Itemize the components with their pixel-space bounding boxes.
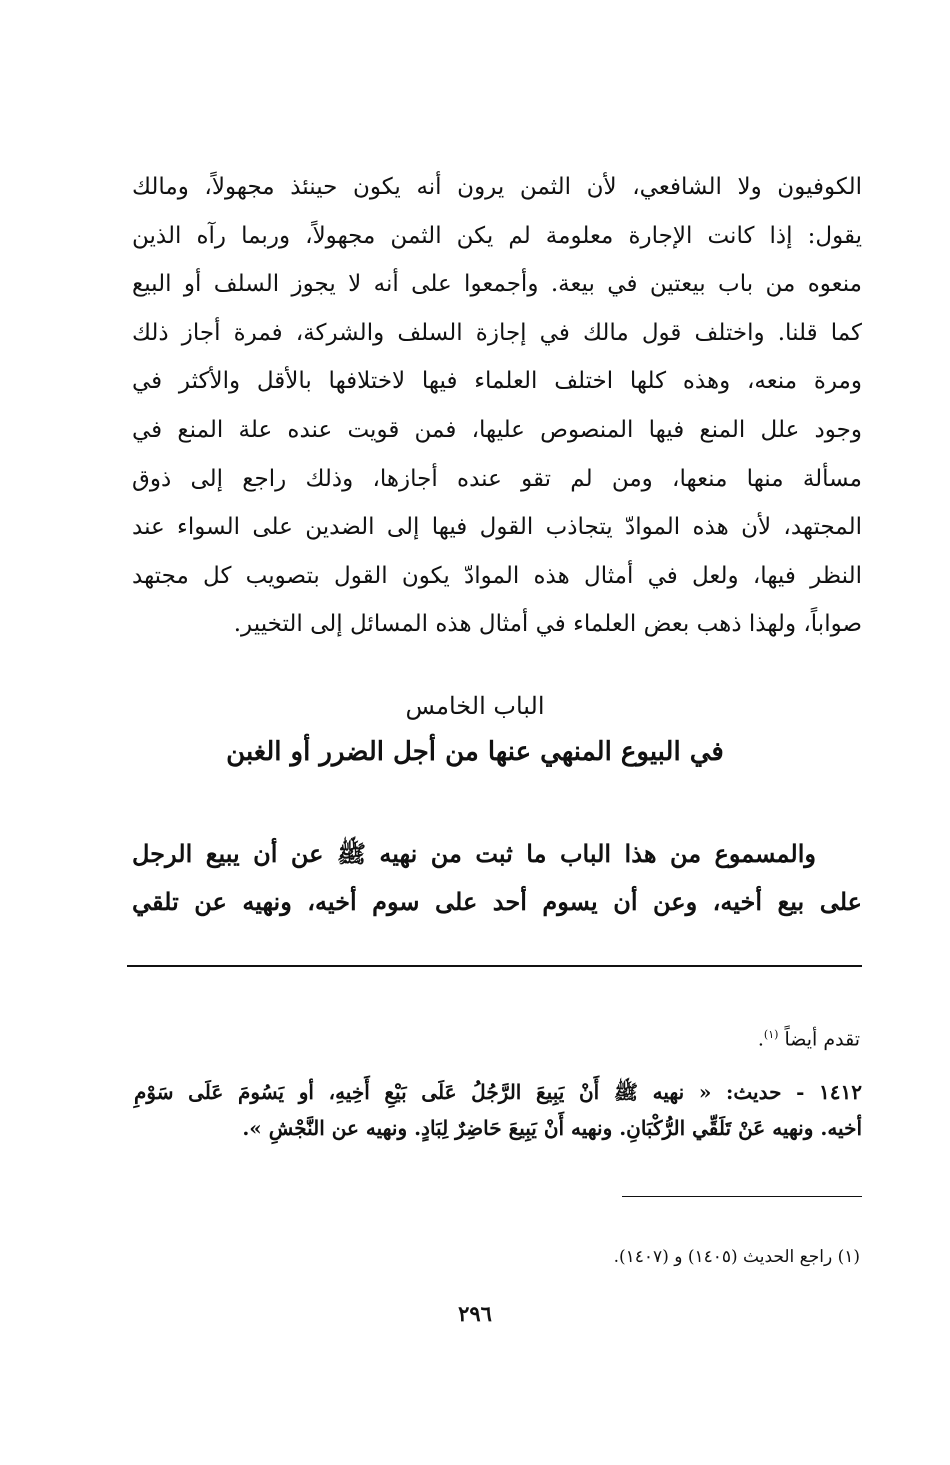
body-line: النظر فيها، ولعل في أمثال هذه الموادّ يكون القول بتصويب كل مجتهد (132, 562, 862, 589)
main-text-block (132, 163, 862, 649)
footnote-separator (127, 965, 862, 967)
body-line: كما قلنا. واختلف قول مالك في إجازة السلف والشركة، فمرة أجاز ذلك (132, 319, 862, 346)
hadith-note (134, 1074, 862, 1146)
intro-line: والمسموع من هذا الباب ما ثبت من نهيه ﷺ عن أن يبيع الرجل (132, 839, 816, 868)
previous-note-text: تقدم أيضاً (784, 1028, 860, 1051)
body-line: يقول: إذا كانت الإجارة معلومة لم يكن الثمن مجهولاً، وربما رآه الذين (132, 222, 862, 249)
footnote-reference: (١) (763, 1028, 779, 1041)
footnote: (١) راجع الحديث (١٤٠٥) و (١٤٠٧). (613, 1247, 860, 1267)
body-line: صواباً، ولهذا ذهب بعض العلماء في أمثال هذه المسائل إلى التخيير. (233, 611, 862, 638)
body-line: منعوه من باب بيعتين في بيعة. وأجمعوا على أنه لا يجوز السلف أو البيع (132, 271, 862, 298)
body-line: وجود علل المنع فيها المنصوص عليها، فمن قويت عنده علة المنع في (132, 416, 862, 443)
page-number: ٢٩٦ (458, 1301, 492, 1326)
body-line: مسألة منها منعها، ومن لم تقو عنده أجازها، وذلك راجع إلى ذوق (132, 465, 862, 492)
body-line: ومرة منعه، وهذه كلها اختلف العلماء فيها لاختلافها بالأقل والأكثر في (132, 368, 862, 395)
body-line: المجتهد، لأن هذه الموادّ يتجاذب القول فيها إلى الضدين على السواء عند (132, 514, 862, 541)
chapter-title: في البيوع المنهي عنها من أجل الضرر أو الغبن (226, 737, 724, 767)
chapter-intro (132, 830, 862, 926)
intro-line: على بيع أخيه، وعن أن يسوم أحد على سوم أخيه، ونهيه عن تلقي (132, 887, 862, 916)
note-period: . (757, 1028, 764, 1051)
footnote-rule (622, 1196, 862, 1197)
chapter-label: الباب الخامس (405, 692, 545, 720)
previous-note (758, 1020, 860, 1054)
hadith-line: أخيه. ونهيه عَنْ تَلَقِّي الرُّكْبَانِ. ونهيه أَنْ يَبِيعَ حَاضِرٌ لِبَادٍ. ونهيه عن النَّجْشِ ». (242, 1116, 862, 1140)
body-line: الكوفيون ولا الشافعي، لأن الثمن يرون أنه يكون حينئذ مجهولاً، ومالك (132, 174, 862, 200)
hadith-line: ١٤١٢ - حديث: « نهيه ﷺ أَنْ يَبِيعَ الرَّجُلُ عَلَى بَيْعِ أَخِيهِ، أو يَسُومَ عَلَى سَوْمِ (134, 1080, 862, 1104)
